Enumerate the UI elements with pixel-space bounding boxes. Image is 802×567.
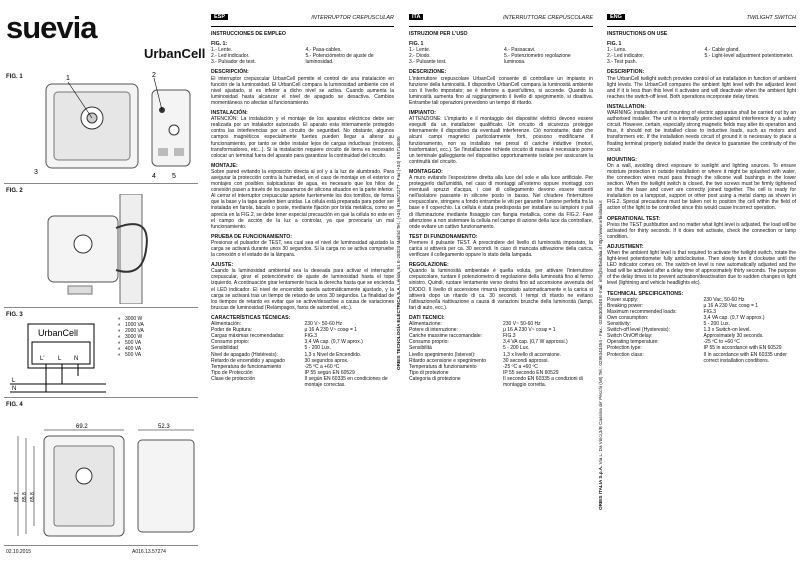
part-item: 4.- Passacavi. bbox=[504, 47, 536, 54]
section-text: Premere il pulsante TEST. A prescindere del livello di luminosità impostato, la carica si attiverà per ca. 30 secondi. In caso di mancata attivazione della carica, verificare il collegamento oppure lo stato della lampada. bbox=[409, 239, 593, 259]
dim-width-front: 69.2 bbox=[76, 424, 88, 430]
spec-label: Temperatura de funcionamiento bbox=[211, 363, 282, 370]
load-row: 3000 W bbox=[125, 334, 143, 340]
footer-code: A016.13.57274 bbox=[132, 549, 166, 555]
language-tag: ESP bbox=[211, 14, 228, 20]
spec-value: μ 16 A 230 Vac cosφ = 1 bbox=[703, 302, 759, 309]
spec-value: Approximately 30 seconds. bbox=[703, 333, 764, 340]
figure-4-label: FIG. 4 bbox=[6, 402, 23, 408]
tech-title: DATI TECNICI: bbox=[409, 314, 445, 321]
section-heading: DESCRIPCIÓN: bbox=[211, 69, 249, 76]
spec-label: Categoria di protezione bbox=[409, 375, 461, 382]
callout-2: 2 bbox=[152, 72, 156, 79]
footer-date: 02.10.2015 bbox=[6, 549, 32, 555]
terminal-l: L bbox=[58, 356, 62, 362]
callout-1: 1 bbox=[66, 75, 70, 82]
section-heading: AJUSTE: bbox=[211, 262, 234, 269]
part-item: 3.- Test push. bbox=[607, 59, 637, 66]
spec-label: Temperatura di funzionamento bbox=[409, 363, 477, 370]
section-heading: OPERATIONAL TEST: bbox=[607, 215, 661, 222]
spec-value: FIG.3 bbox=[503, 333, 516, 340]
part-item: 4.- Pasa-cables. bbox=[305, 47, 342, 54]
spec-label: Maximum recommended loads: bbox=[607, 308, 677, 315]
figure-4 bbox=[4, 398, 198, 546]
load-row: 500 VA bbox=[125, 352, 142, 358]
part-item: 1.- Lens. bbox=[607, 47, 627, 54]
section-heading: REGOLAZIONE: bbox=[409, 262, 449, 269]
section-text: WARNING: installation and mounting of electric apparatus shall be carried out by an authorised installer. The unit is internally protected against interference by a safety circuit. However, certain, especially strong magnetic fields may alter its operation and thus, it should not be installed close to inductive loads, such as motors and transformers etc. If the installation needs circuit of ground it is necessary to place a floating terminal properly isolated inside the device to guarantee the continuity of the circuit. bbox=[607, 110, 796, 153]
wiring-diagram bbox=[10, 322, 110, 396]
spec-label: Consumo propio: bbox=[211, 339, 250, 346]
product-title: UrbanCell bbox=[144, 46, 206, 61]
company-address-spain: Lérida, 61 E-28020 Madrid Tel.: (+34) 915672277 - Fax:(+34) 915714006 bbox=[396, 136, 401, 285]
part-item: 2.- Diodo. bbox=[409, 53, 431, 60]
spec-value: 3,4 VA cap. (0,7 W aprox.) bbox=[304, 339, 363, 346]
spec-label: Sensitivity: bbox=[607, 321, 631, 328]
spec-value: II secondo EN 60335 a condizioni di montaggio corretta. bbox=[503, 375, 583, 388]
figure-1 bbox=[4, 62, 198, 184]
terminal-n: N bbox=[74, 356, 79, 362]
load-row: 2000 VA bbox=[125, 328, 144, 334]
section-text: Quando la luminosità ambientale è quella voluta, per attivare l'interruttore crepuscolare, ruotare il potenziometro di regolazione della luminosità fino al fermo sinistro. Quindi, ruotare lentamente verso destra fino ad accensione avvenuta del DIODO. Il livello di accensione rimarrà impostato automaticamente e la carica si attiverà dopo un ritardo di ca. 30 secondi. I tempi di ritardo ne evitano l'attivazione/la riattivazione a causa di variazioni brusche della luminosità (lampi, fari di auto, ecc.). bbox=[409, 268, 593, 311]
spec-value: -25 ºC to +60 ºC bbox=[703, 339, 740, 346]
spec-value: IP 55 según EN 60529 bbox=[304, 369, 355, 376]
section-text: Presionar el pulsador de TEST, sea cual sea el nivel de luminosidad ajustado la carga se activará durante unos 30 segundos. Si la carga no se activa compruebe la conexión o el estado de la lámpara. bbox=[211, 239, 394, 259]
section-text: A muro evitando l'esposizione diretta alla luce del sole e alla luce artificiale. Per proteggerlo dall'umidità, nel caso di montaggi all'esterno oppure montaggi con eventuali spruzzi d'acqua, i cavi di collegamento devono essere inseriti nell'isolatore passante in silicone posto in basso. Nel chiudere l'interruttore crepuscolare, stringere a fondo entrambe le viti per garantire l'unione perfetta fra la base e il coperchio. La cellula è stata predisposta per installare su lampioni o pali di illuminazione mediante fissaggio con flangia metallica, come da FIG.2. Fare attenzione a non sistemare la cellula nel campo di azione della luce da controllare, onde evitare un cattivo funzionamento. bbox=[409, 174, 593, 230]
spec-value: 5 - 200 Lux. bbox=[703, 321, 730, 328]
tech-specs bbox=[607, 297, 796, 364]
spec-label: Sensibilità bbox=[409, 345, 432, 352]
tech-specs bbox=[211, 321, 394, 388]
section-heading: MONTAJE: bbox=[211, 162, 238, 169]
dimensions-drawing bbox=[14, 418, 198, 542]
spec-label: Protection type: bbox=[607, 345, 642, 352]
spec-value: IP 55 secondo EN 60529 bbox=[503, 369, 559, 376]
section-heading: INSTALACIÓN: bbox=[211, 110, 248, 117]
section-text: Press the TEST pushbutton and no matter what light level is adjusted, the load will be activated for thirty seconds. If it does not activate, check the connection or lamp condition. bbox=[607, 221, 796, 240]
section-text: El interruptor crepuscular UrbanCell permite el control de una instalación en función de la luminosidad. El UrbanCell compara la luminosidad ambiente con el nivel ajustado, si es inferior a dicho nivel se activa. Cuando aumenta la luminosidad hasta alcanzar el nivel de apagado se desactiva. Cambios momentáneos no afectan al funcionamiento. bbox=[211, 75, 394, 106]
dim-width-side: 52.3 bbox=[158, 424, 170, 430]
spec-value: 30 secondi approssi. bbox=[503, 357, 549, 364]
spec-label: Switch-off level (Hysteresis): bbox=[607, 327, 670, 334]
spec-value: II según EN 60335 en condiciones de montaje correctas. bbox=[304, 375, 388, 388]
fig-reference: FIG. 1: bbox=[211, 41, 228, 48]
spec-value: 1.3 x Switch-on level. bbox=[703, 327, 751, 334]
column-esp bbox=[211, 14, 394, 388]
fig-reference: FIG. 1 bbox=[409, 41, 424, 48]
company-strip-spain bbox=[396, 70, 401, 370]
dim-height-2: 85.8 bbox=[22, 492, 28, 502]
spec-label: Ritardo accensione e spegnimento bbox=[409, 357, 486, 364]
spec-label: Consumo proprio: bbox=[409, 339, 449, 346]
load-row: 500 VA bbox=[125, 340, 142, 346]
column-eng bbox=[607, 14, 796, 364]
section-heading: TEST DI FUNZIONAMENTO: bbox=[409, 233, 478, 240]
section-text: When the ambient light level is that required to activate the twilight switch, rotate the light-level potentiometer fully anticlockwise. Then slowly turn it clockwise until the LED indicator comes on. The switch-on level is now automatically adjusted and the load will be activated after a delay time of approximately thirty seconds. The purpose of the delay times is to prevent activation/deactivation due to sudden changes in light level (lightning and vehicle headlights etc). bbox=[607, 250, 796, 287]
spec-label: Potere di interruzione: bbox=[409, 327, 458, 334]
figure-2 bbox=[4, 184, 198, 308]
callout-3: 3 bbox=[34, 169, 38, 176]
spec-label: Sensibilidad bbox=[211, 345, 238, 352]
spec-value: FIG.3 bbox=[703, 308, 717, 315]
spec-value: 3,4 VA cap. (0,7 W approssi.) bbox=[503, 339, 568, 346]
company-strip-italy bbox=[598, 70, 603, 510]
section-text: ATTENZIONE: L'impianto e il montaggio dei dispositivi elettrici devono essere eseguiti da un installatore qualificato. Un circuito di sicurezza protegge internamente il dispositivo da eventuali interferenze. Ciò nonostante, dato che alcuni campi magnetici particolarmente forti, possono modificarne il funzionamento, non va installato nei pressi di cariche induttive (motori, trasformatori, ecc.). Se l'installazione richiede circuito di massa è necessario porre un terminale galleggiante nel dispositivo opportunamente isolate per assicurare la continuità del circuito. bbox=[409, 116, 593, 165]
company-address-italy: Via L. Da Vinci,3/B Cassina de' Pecchi (MI) Tel.: 0295343454 - Fax.: 0295300348 E-mail: info@orbisitalia.it http://www.orbisitalia.it bbox=[598, 200, 603, 465]
figure-2-label: FIG. 2 bbox=[6, 188, 23, 194]
spec-value: 1,3 x livello di accensione. bbox=[503, 351, 562, 358]
sections bbox=[211, 69, 394, 310]
load-table: ◐ 3000 W ◐ 1000 VA ◐ 2000 VA ◐ 3000 W ◐ 500 VA ◐ 400 VA ◐ 500 VA bbox=[118, 316, 144, 358]
spec-label: Cargas máximas recomendadas: bbox=[211, 333, 285, 340]
spec-label: Nivel de apagado (Histéresis): bbox=[211, 351, 278, 358]
instructions-title: INSTRUCCIONES DE EMPLEO bbox=[211, 31, 286, 37]
part-item: 5.- Potenciómetro de ajuste de luminosidad. bbox=[305, 53, 374, 66]
spec-label: Power supply: bbox=[607, 296, 639, 303]
parts-list bbox=[211, 47, 394, 65]
section-heading: MONTAGGIO: bbox=[409, 168, 443, 175]
instructions-title: INSTRUCTIONS ON USE bbox=[607, 31, 668, 37]
column-header: INTERRUPTOR CREPUSCULAR bbox=[311, 15, 394, 21]
parts-list bbox=[409, 47, 593, 65]
callout-5: 5 bbox=[172, 173, 176, 180]
fig-reference: FIG. 1 bbox=[607, 41, 622, 48]
spec-value: 230 V~ 50-60 Hz bbox=[304, 321, 343, 328]
spec-value: 30 segundos aprox. bbox=[304, 357, 349, 364]
section-heading: INSTALLATION: bbox=[607, 103, 646, 110]
line-n-label: N bbox=[12, 386, 17, 392]
dim-height-1: 88.7 bbox=[14, 492, 20, 502]
spec-label: Poder de Ruptura: bbox=[211, 327, 252, 334]
figure-3-label: FIG. 3 bbox=[6, 312, 23, 318]
language-tag: ENG bbox=[607, 14, 625, 20]
spec-value: 1,3 x Nivel de Encendido. bbox=[304, 351, 362, 358]
section-text: Cuando la luminosidad ambiental sea la deseada para activar el interruptor crepuscular, girar el potenciómetro de ajuste de luminosidad hasta el tope izquierdo. A continuación girar lentamente hacia la derecha hasta que se encienda el LED indicador. El nivel de encendido queda automáticamente ajustado, y la carga se activará tras un tiempo de retardo de unos 30 segundos. La finalidad de los tiempos de retardo es evitar que se active/desactive a causa de variaciones bruscas de luminosidad (Relámpagos, faros de automóvil, etc.). bbox=[211, 268, 394, 311]
spec-label: Switch On/Off delay: bbox=[607, 333, 653, 340]
section-heading: DESCRIPTION: bbox=[607, 69, 645, 76]
dim-height-3: 65.8 bbox=[30, 492, 36, 502]
tech-title: TECHNICAL SPECIFICATIONS: bbox=[607, 290, 684, 297]
section-heading: MOUNTING: bbox=[607, 156, 637, 163]
language-tag: ITA bbox=[409, 14, 423, 20]
column-header: TWILIGHT SWITCH bbox=[746, 15, 796, 21]
figure-1-label: FIG. 1 bbox=[6, 74, 23, 80]
section-text: L'interruttore crepuscolare UrbanCell consente di controllare un impianto in funzione della luminosità. Il dispositivo UrbanCell compara la luminosità ambiente con il livello impostato; se è inferiore a quest'ultimo, si accende. Quando la luminosità aumenta fino al raggiungimento il livello di spegnimento, si disattiva. Entrambe tali operazioni prevedono un tempo di ritardo. bbox=[409, 75, 593, 106]
section-heading: IMPIANTO: bbox=[409, 110, 436, 117]
spec-label: Alimentación: bbox=[211, 321, 242, 328]
spec-value: μ 16 A 230 V~ cosφ = 1 bbox=[503, 327, 556, 334]
part-item: 1.- Lente. bbox=[211, 47, 233, 54]
parts-list bbox=[607, 47, 796, 65]
spec-label: Retardo de encendido y apagado bbox=[211, 357, 285, 364]
part-item: 2.- Led indicator. bbox=[607, 53, 644, 60]
part-item: 3.- Pulsador de test. bbox=[211, 59, 256, 66]
spec-label: Operating temperature: bbox=[607, 339, 659, 346]
part-item: 2.- Led indicador. bbox=[211, 53, 250, 60]
column-ita bbox=[409, 14, 593, 388]
figure-3 bbox=[4, 308, 198, 398]
line-l-label: L bbox=[12, 378, 16, 384]
section-text: ATENCIÓN: La instalación y el montaje de los aparatos eléctricos debe ser realizada por un instalador autorizado. El aparato esta internamente protegido contra las interferencias por un circuito de seguridad. No obstante, algunos campos magnéticos especialmente fuertes pueden llegar a alterar su funcionamiento, por tanto se debe instalar lejos de cargas inductivas (motores, transformadores, etc...). Si la instalación requiere circuito de tierra es necesario colocar un terminal fuera del aparato para garantizar la continuidad del circuito. bbox=[211, 116, 394, 159]
spec-label: Clase de protección bbox=[211, 375, 256, 382]
section-heading: PRUEBA DE FUNCIONAMIENTO: bbox=[211, 233, 292, 240]
part-item: 4.- Cable gland. bbox=[704, 47, 740, 54]
pole-mount-drawing bbox=[28, 194, 196, 304]
spec-value: II in accordance with EN 60335 under correct installation conditions. bbox=[703, 351, 787, 364]
section-text: The UrbanCell twilight switch provides control of an installation in function of ambient light levels. The UrbanCell compares the ambient light level with the adjusted level and if it is less than this level it activates and will deactivate when the ambient light reaches the switch-off level. Both operations incorporate delay times. bbox=[607, 75, 796, 100]
company-name-spain: ORBIS TECNOLOGÍA ELÉCTRICA S.A. bbox=[396, 286, 401, 370]
column-header: INTERRUTTORE CREPUSCOLARE bbox=[502, 15, 593, 21]
callout-4: 4 bbox=[152, 173, 156, 180]
part-item: 3.- Pulsante test. bbox=[409, 59, 447, 66]
section-text: On a wall, avoiding direct exposure to sunlight and lighting sources. To ensure moisture protection in outside installation or where it might be splashed with water, the connection wires must pass through the silicone wall bushings in the lower section. When the twilight switch is closed, the two screws must be firmly tightened so that the base and cover are correctly joined together. The cell is ready for installation on a lamppost, support or other post using a metal clamp as shown in FIG.2. Special precautions must be taken not to position the cell within the field of action of the light to be controlled since this would cause incorrect operation. bbox=[607, 162, 796, 212]
spec-value: 5 - 200 Lux. bbox=[503, 345, 530, 352]
section-heading: DESCRIZIONE: bbox=[409, 69, 447, 76]
brand-logo: suevia bbox=[6, 10, 97, 45]
sections bbox=[607, 69, 796, 286]
terminal-l-prime: L' bbox=[40, 356, 45, 362]
spec-value: 3,4 VA cap. (0,7 W approx.) bbox=[703, 314, 765, 321]
sections bbox=[409, 69, 593, 310]
company-name-italy: ORBIS ITALIA S.p.A. bbox=[598, 465, 603, 510]
spec-label: Cariche massime raccomandate: bbox=[409, 333, 483, 340]
tech-specs bbox=[409, 321, 593, 388]
spec-label: Own consumption: bbox=[607, 314, 649, 321]
load-row: 1000 VA bbox=[125, 322, 144, 328]
tech-title: CARACTERÍSTICAS TÉCNICAS: bbox=[211, 314, 291, 321]
instructions-title: ISTRUZIONI PER L'USO bbox=[409, 31, 468, 37]
part-item: 1.- Lente. bbox=[409, 47, 431, 54]
section-heading: ADJUSTMENT: bbox=[607, 243, 644, 250]
spec-label: Protection class: bbox=[607, 351, 644, 358]
spec-value: 230 V~ 50-60 Hz bbox=[503, 321, 541, 328]
spec-value: -25 ºC a +60 ºC bbox=[304, 363, 340, 370]
spec-value: IP 55 in accordance with EN 60529 bbox=[703, 345, 782, 352]
spec-label: Breaking power: bbox=[607, 302, 644, 309]
spec-value: FIG.3 bbox=[304, 333, 318, 340]
spec-value: -25 ºC a +60 ºC bbox=[503, 363, 538, 370]
spec-label: Alimentazione: bbox=[409, 321, 442, 328]
device-front-drawing bbox=[24, 70, 196, 182]
load-row: 3000 W bbox=[125, 316, 143, 322]
spec-label: Tipo de Protección bbox=[211, 369, 253, 376]
wiring-device-title: UrbanCell bbox=[38, 328, 79, 338]
part-item: 5.- Light-level adjustment potentiometer. bbox=[704, 53, 794, 60]
spec-value: 230 Vac, 50-60 Hz bbox=[703, 296, 745, 303]
spec-value: μ 16 A 230 V~ cosφ = 1 bbox=[304, 327, 358, 334]
spec-value: 5 - 200 Lux. bbox=[304, 345, 331, 352]
spec-label: Tipo di protezione bbox=[409, 369, 449, 376]
part-item: 5.- Potenziometro regolazione luminosa. bbox=[504, 53, 571, 66]
spec-label: Livello spegnimento (Isteresi): bbox=[409, 351, 476, 358]
load-row: 400 VA bbox=[125, 346, 142, 352]
section-text: Sobre pared evitando la exposición directa al sol y a la luz de alumbrado. Para asegurar la protección contra la humedad, en el caso de montaje en el exterior o montajes con posibles salpicaduras de agua, es necesario que los hilos de conexión pasen a través de los pasamuros de silicona situados en la parte inferior. Al cerrar el interruptor crepuscular apriete fuertemente los dos tornillos, de forma que la base y la tapa queden bien unidas. La célula está preparada para poder ser instalada en farola, báculo o poste, mediante fijación por brida metálica, como se aprecia en la FIG.2, se debe tener especial precaución en que la célula no este en el campo de acción de la luz a controlar, ya que provocaría un mal funcionamiento. bbox=[211, 168, 394, 230]
